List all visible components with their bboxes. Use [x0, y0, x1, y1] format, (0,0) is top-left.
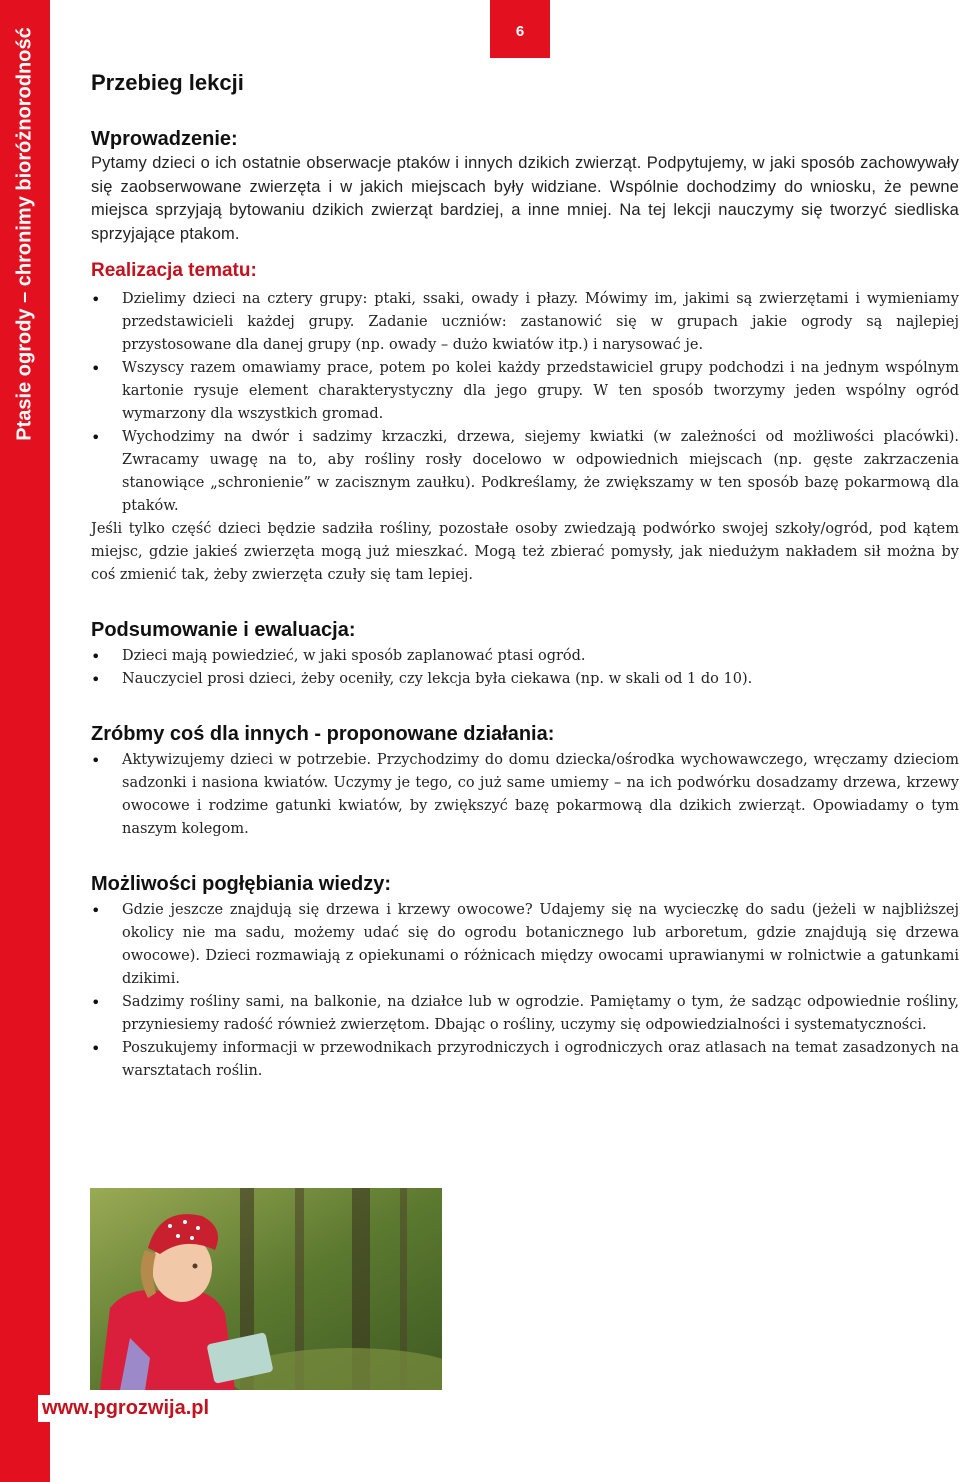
page-number: 6 — [490, 0, 550, 58]
mozliwosci-list — [91, 899, 959, 1083]
website-url[interactable]: www.pgrozwija.pl — [38, 1395, 213, 1422]
list-item: • Dzielimy dzieci na cztery grupy: ptaki, ssaki, owady i płazy. Mówimy im, jakimi są zwierzętami i wymieniamy przedstawicieli każdej grupy. Zadanie uczniów: zastanowić się w grupach jakie ogrody są najlepiej przystosowane dla danej grupy (np. owady – dużo kwiatów itp.) i narysować je. — [91, 288, 959, 357]
realizacja-after-text: Jeśli tylko część dzieci będzie sadziła rośliny, pozostałe osoby zwiedzają podwórko swojej szkoły/ogród, pod kątem miejsc, gdzie jakieś zwierzęta mogą już mieszkać. Mogą też zbierać pomysły, jak niedużym nakładem sił można by coś zmienić tak, żeby zwierzęta czuły się tam lepiej. — [91, 521, 959, 583]
list-item: • Dzieci mają powiedzieć, w jaki sposób zaplanować ptasi ogród. — [91, 645, 959, 668]
intro-heading: Wprowadzenie: — [91, 128, 238, 150]
realizacja-heading: Realizacja tematu: — [91, 260, 257, 281]
girl-photo — [90, 1188, 442, 1390]
list-item: • Nauczyciel prosi dzieci, żeby oceniły, czy lekcja była ciekawa (np. w skali od 1 do 10). — [91, 668, 959, 691]
list-item: • Sadzimy rośliny sami, na balkonie, na działce lub w ogrodzie. Pamiętamy o tym, że sadząc odpowiednie rośliny, przyniesiemy radość również zwierzętom. Dbając o rośliny, uczymy się odpowiedzialności i systematyczności. — [91, 991, 959, 1037]
page-title: Przebieg lekcji — [91, 70, 244, 95]
mozliwosci-heading: Możliwości pogłębiania wiedzy: — [91, 873, 392, 895]
podsumowanie-list — [91, 645, 959, 691]
photo-illustration — [90, 1188, 442, 1390]
main-content — [91, 70, 959, 1083]
list-item: • Wychodzimy na dwór i sadzimy krzaczki, drzewa, siejemy kwiatki (w zależności od możliwości placówki). Zwracamy uwagę na to, aby rośliny rosły docelowo w odpowiednich miejscach (np. gęste zakrzaczenia stanowiące „schronienie” w zacisznym zaułku). Podkreślamy, że zwiększamy w ten sposób bazę pokarmową dla ptaków. — [91, 426, 959, 518]
zrobmy-list — [91, 749, 959, 841]
list-item: • Aktywizujemy dzieci w potrzebie. Przychodzimy do domu dziecka/ośrodka wychowawczego, wręczamy dzieciom sadzonki i nasiona kwiatów. Uczymy je tego, co już same umiemy – na ich podwórku dosadzamy drzewa, krzewy owocowe i rodzime gatunki kwiatów, by zwiększyć bazę pokarmową dla dzikich zwierząt. Opowiadamy o tym naszym kolegom. — [91, 749, 959, 841]
zrobmy-heading: Zróbmy coś dla innych - proponowane działania: — [91, 723, 555, 745]
realizacja-list — [91, 288, 959, 518]
sidebar — [0, 0, 50, 1482]
list-item: • Poszukujemy informacji w przewodnikach przyrodniczych i ogrodniczych oraz atlasach na temat zasadzonych na warsztatach roślin. — [91, 1037, 959, 1083]
sidebar-title: Ptasie ogrody – chronimy bioróżnorodność — [13, 27, 36, 441]
list-item: • Wszyscy razem omawiamy prace, potem po kolei każdy przedstawiciel grupy podchodzi i na jednym wspólnym kartonie rysuje element charakterystyczny dla jego grupy. W ten sposób tworzymy jeden wspólny ogród wymarzony dla wszystkich gromad. — [91, 357, 959, 426]
intro-text: Pytamy dzieci o ich ostatnie obserwacje ptaków i innych dzikich zwierząt. Podpytujemy, w jaki sposób zachowywały się zaobserwowane zwierzęta i w jakich miejscach były widziane. Wspólnie dochodzimy do wniosku, że pewne miejsca sprzyjają bytowaniu dzikich zwierząt bardziej, a inne mniej. Na tej lekcji nauczymy się tworzyć siedliska sprzyjające ptakom. — [91, 154, 959, 243]
podsumowanie-heading: Podsumowanie i ewaluacja: — [91, 619, 356, 641]
list-item: • Gdzie jeszcze znajdują się drzewa i krzewy owocowe? Udajemy się na wycieczkę do sadu (jeżeli w najbliższej okolicy nie ma sadu, możemy udać się do ogrodu botanicznego lub arboretum, gdzie znajdują się drzewa owocowe). Dzieci rozmawiają z opiekunami o różnicach między owocami uprawianymi w rolnictwie a gatunkami dzikimi. — [91, 899, 959, 991]
